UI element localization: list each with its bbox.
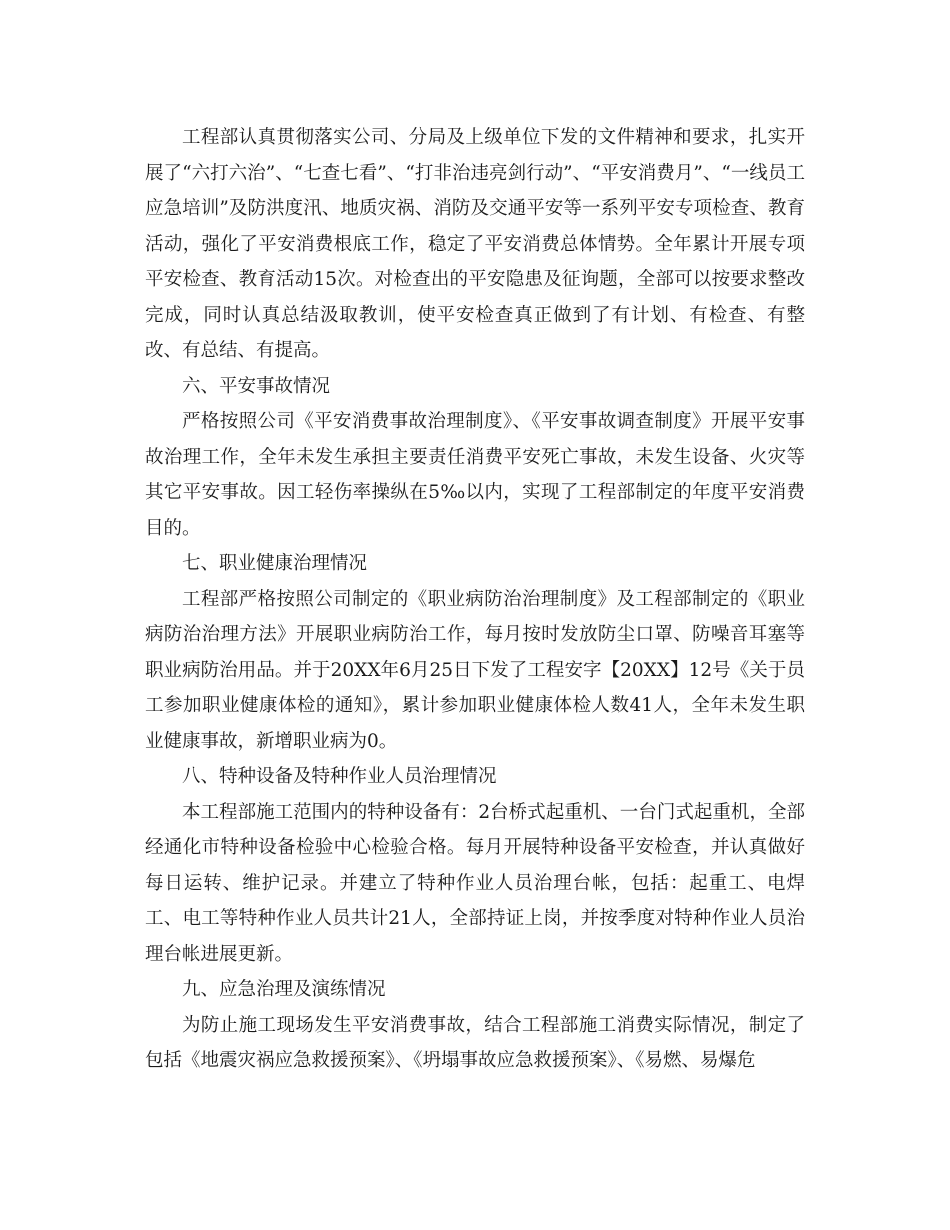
section-heading-occupational-health: 七、职业健康治理情况: [182, 553, 368, 574]
document-body: [145, 120, 805, 1079]
paragraph-special-equipment: 本工程部施工范围内的特种设备有：2台桥式起重机、一台门式起重机，全部经通化市特种设备检验中心检验合格。每月开展特种设备平安检查，并认真做好每日运转、维护记录。并建立了特种作业人员治理台帐，包括：起重工、电焊工、电工等特种作业人员共计21人，全部持证上岗，并按季度对特种作业人员治理台帐进展更新。: [145, 801, 805, 965]
paragraph-occupational-health: 工程部严格按照公司制定的《职业病防治治理制度》及工程部制定的《职业病防治治理方法》开展职业病防治工作，每月按时发放防尘口罩、防噪音耳塞等职业病防治用品。并于20XX年6月25日下发了工程安字【20XX】12号《关于员工参加职业健康体检的通知》，累计参加职业健康体检人数41人，全年未发生职业健康事故，新增职业病为0。: [145, 588, 805, 752]
section-heading-special-equipment: 八、特种设备及特种作业人员治理情况: [182, 766, 497, 787]
paragraph-emergency: 为防止施工现场发生平安消费事故，结合工程部施工消费实际情况，制定了包括《地震灾祸应急救援预案》、《坍塌事故应急救援预案》、《易燃、易爆危: [145, 1014, 805, 1071]
section-heading-accidents: 六、平安事故情况: [182, 375, 331, 397]
section-heading-emergency: 九、应急治理及演练情况: [182, 979, 386, 1000]
paragraph-accidents: 严格按照公司《平安消费事故治理制度》、《平安事故调查制度》开展平安事故治理工作，全年未发生承担主要责任消费平安死亡事故，未发生设备、火灾等其它平安事故。因工轻伤率操纵在5‰以内，实现了工程部制定的年度平安消费目的。: [145, 411, 805, 539]
paragraph-safety-inspections: 工程部认真贯彻落实公司、分局及上级单位下发的文件精神和要求，扎实开展了“六打六治”、“七查七看”、“打非治违亮剑行动”、“平安消费月”、“一线员工应急培训”及防洪度汛、地质灾祸、消防及交通平安等一系列平安专项检查、教育活动，强化了平安消费根底工作，稳定了平安消费总体情势。全年累计开展专项平安检查、教育活动15次。对检查出的平安隐患及征询题，全部可以按要求整改完成，同时认真总结汲取教训，使平安检查真正做到了有计划、有检查、有整改、有总结、有提高。: [145, 127, 805, 361]
